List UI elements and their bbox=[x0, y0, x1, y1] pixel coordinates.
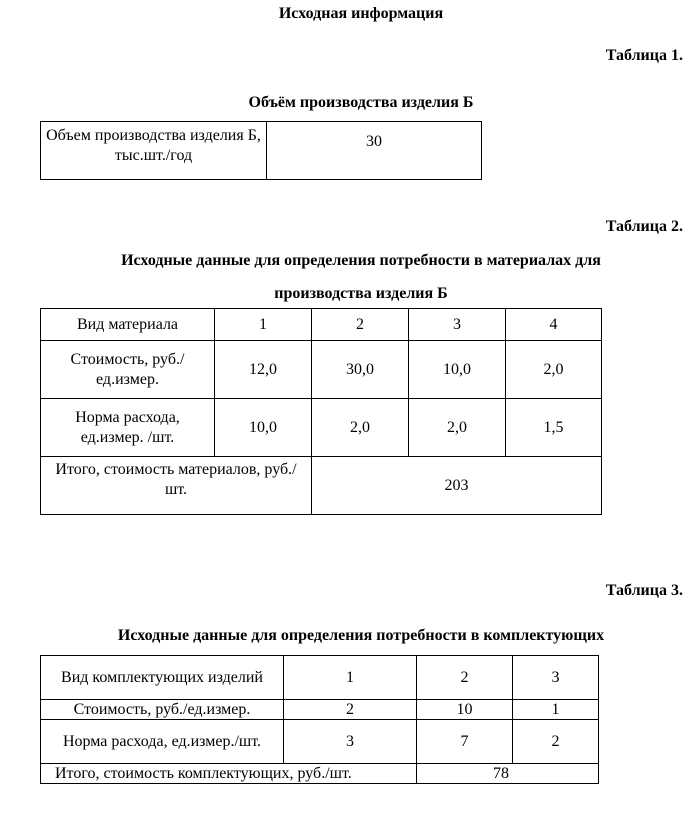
table2-number: Таблица 2. bbox=[605, 218, 683, 235]
table1-value: 30 bbox=[267, 122, 482, 180]
table2-cost-label: Стоимость, руб./ед.измер. bbox=[41, 341, 215, 399]
table2-norm-2: 2,0 bbox=[312, 399, 409, 457]
table2-total-label: Итого, стоимость материалов, руб./шт. bbox=[41, 457, 312, 515]
table2-cost-2: 30,0 bbox=[312, 341, 409, 399]
table2-norm-3: 2,0 bbox=[409, 399, 506, 457]
table2-header-col-4: 4 bbox=[506, 309, 602, 341]
table2 bbox=[40, 308, 602, 515]
table2-header-col-1: 1 bbox=[215, 309, 312, 341]
table3-norm-1: 3 bbox=[284, 720, 417, 764]
table1-number: Таблица 1. bbox=[605, 47, 683, 64]
table2-norm-1: 10,0 bbox=[215, 399, 312, 457]
table1 bbox=[40, 121, 482, 180]
table2-header-row bbox=[41, 309, 602, 341]
table3-norm-2: 7 bbox=[417, 720, 513, 764]
table3-header-col-2: 2 bbox=[417, 656, 513, 700]
table3-header-col-1: 1 bbox=[284, 656, 417, 700]
table2-caption-line2: производства изделия Б bbox=[274, 285, 448, 302]
table2-norm-label: Норма расхода, ед.измер. /шт. bbox=[41, 399, 215, 457]
table3-norm-row bbox=[41, 720, 599, 764]
table3-number: Таблица 3. bbox=[605, 582, 683, 599]
table2-cost-1: 12,0 bbox=[215, 341, 312, 399]
table2-total-row bbox=[41, 457, 602, 515]
table3-cost-2: 10 bbox=[417, 700, 513, 720]
table1-label: Объем производства изделия Б, тыс.шт./год bbox=[41, 122, 267, 180]
table3 bbox=[40, 655, 599, 784]
table3-total-value: 78 bbox=[417, 764, 599, 784]
table2-total-value: 203 bbox=[312, 457, 602, 515]
table2-caption-line1: Исходные данные для определения потребности в материалах для bbox=[121, 252, 601, 269]
table2-header-label: Вид материала bbox=[41, 309, 215, 341]
table3-cost-1: 2 bbox=[284, 700, 417, 720]
table3-cost-row bbox=[41, 700, 599, 720]
table3-norm-3: 2 bbox=[513, 720, 599, 764]
table3-header-col-3: 3 bbox=[513, 656, 599, 700]
table2-cost-3: 10,0 bbox=[409, 341, 506, 399]
table3-header-label: Вид комплектующих изделий bbox=[41, 656, 284, 700]
table1-caption: Объём производства изделия Б bbox=[248, 94, 474, 111]
table3-caption: Исходные данные для определения потребности в комплектующих bbox=[117, 627, 605, 644]
table3-total-label: Итого, стоимость комплектующих, руб./шт. bbox=[41, 764, 417, 784]
table3-norm-label: Норма расхода, ед.измер./шт. bbox=[41, 720, 284, 764]
table3-header-row bbox=[41, 656, 599, 700]
table3-cost-3: 1 bbox=[513, 700, 599, 720]
table3-total-row bbox=[41, 764, 599, 784]
table2-norm-4: 1,5 bbox=[506, 399, 602, 457]
table2-norm-row bbox=[41, 399, 602, 457]
table2-cost-row bbox=[41, 341, 602, 399]
table2-cost-4: 2,0 bbox=[506, 341, 602, 399]
table3-cost-label: Стоимость, руб./ед.измер. bbox=[41, 700, 284, 720]
table2-header-col-2: 2 bbox=[312, 309, 409, 341]
table2-header-col-3: 3 bbox=[409, 309, 506, 341]
document-title: Исходная информация bbox=[278, 5, 444, 22]
